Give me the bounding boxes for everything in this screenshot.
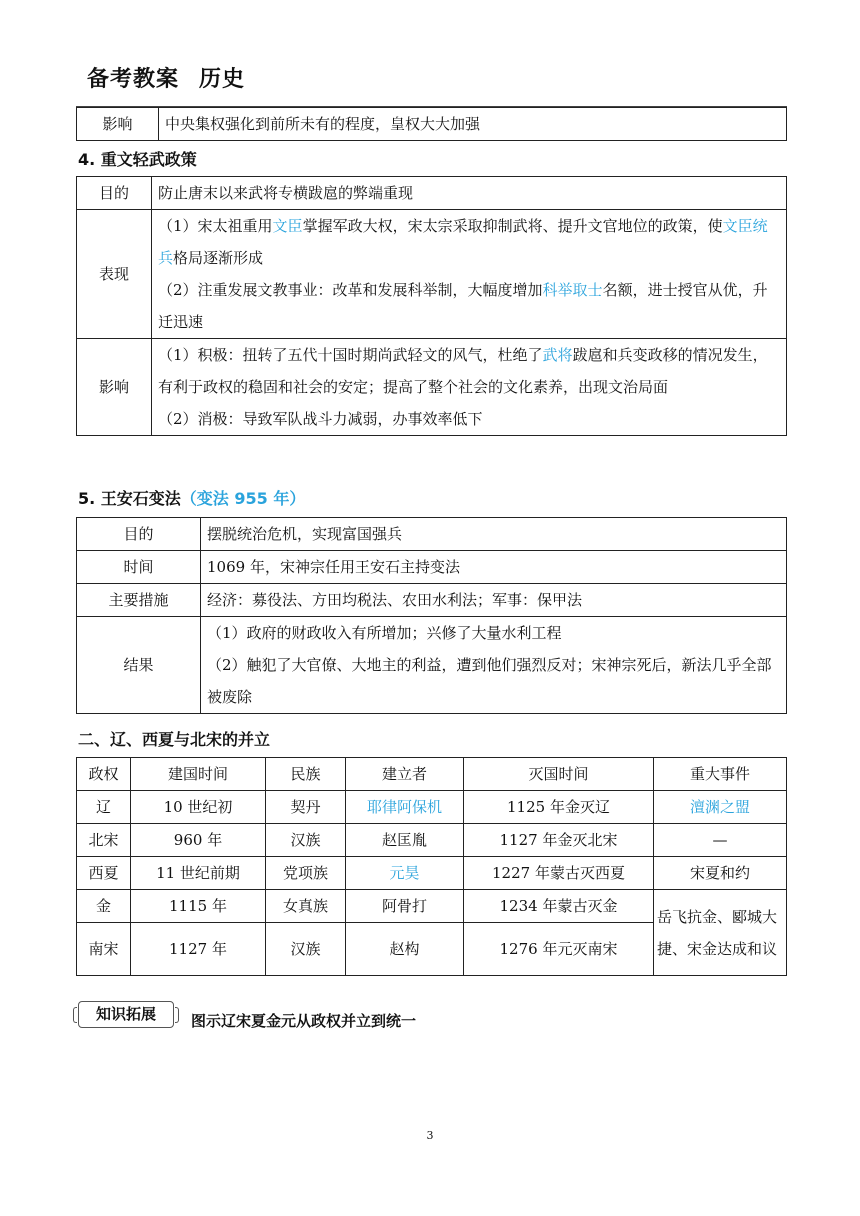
impact-point-2: （2）消极：导致军队战斗力减弱，办事效率低下 — [158, 410, 483, 428]
page-number: 3 — [426, 1129, 434, 1142]
doc-label: 备考教案 — [87, 67, 180, 92]
table-row — [77, 210, 787, 339]
performance-point-2: （2）注重发展文教事业：改革和发展科举制，大幅度增加科举取士名额，进士授官从优，升迁迅速 — [158, 281, 768, 331]
table-row: 南宋 1127 年 汉族 赵构 1276 年元灭南宋 — [77, 923, 787, 976]
col-header: 建国时间 — [131, 758, 266, 791]
purpose-label: 目的 — [77, 177, 152, 210]
knowledge-badge: 知识拓展 — [78, 1001, 174, 1028]
reform-table — [76, 517, 787, 714]
table-row: 北宋 960 年 汉族 赵匡胤 1127 年金灭北宋 — — [77, 824, 787, 857]
reform-result-text — [201, 617, 787, 714]
page-header — [87, 62, 245, 93]
col-header: 重大事件 — [654, 758, 787, 791]
purpose-text: 防止唐末以来武将专横跋扈的弊端重现 — [152, 177, 787, 210]
reform-time-text: 1069 年，宋神宗任用王安石主持变法 — [201, 551, 787, 584]
table-row — [77, 177, 787, 210]
col-header: 民族 — [266, 758, 346, 791]
table-row — [77, 584, 787, 617]
impact4-label: 影响 — [77, 339, 152, 436]
table-row: 金 1115 年 女真族 阿骨打 1234 年蒙古灭金 岳飞抗金、郾城大捷、宋金达成和议 — [77, 890, 787, 923]
result-point-1: （1）政府的财政收入有所增加；兴修了大量水利工程 — [207, 624, 562, 642]
section4-title: 4. 重文轻武政策 — [78, 150, 197, 169]
table-header-row — [77, 758, 787, 791]
subject-label: 历史 — [199, 67, 246, 92]
section5-title: 5. 王安石变法（变法 955 年） — [78, 489, 306, 508]
col-header: 建立者 — [346, 758, 464, 791]
regimes-table — [76, 757, 787, 976]
table-row — [77, 617, 787, 714]
reform-purpose-text: 摆脱统治危机，实现富国强兵 — [201, 518, 787, 551]
table-row — [77, 108, 787, 141]
reform-purpose-label: 目的 — [77, 518, 201, 551]
merged-event-cell: 岳飞抗金、郾城大捷、宋金达成和议 — [654, 890, 787, 976]
table-row: 西夏 11 世纪前期 党项族 元昊 1227 年蒙古灭西夏 宋夏和约 — [77, 857, 787, 890]
reform-measures-label: 主要措施 — [77, 584, 201, 617]
reform-time-label: 时间 — [77, 551, 201, 584]
impact-text: 中央集权强化到前所未有的程度，皇权大大加强 — [159, 108, 787, 141]
table-row: 辽 10 世纪初 契丹 耶律阿保机 1125 年金灭辽 澶渊之盟 — [77, 791, 787, 824]
section-two-title: 二、辽、西夏与北宋的并立 — [78, 730, 271, 749]
col-header: 灭国时间 — [464, 758, 654, 791]
table-row — [77, 339, 787, 436]
impact4-text — [152, 339, 787, 436]
impact-table — [76, 107, 787, 141]
policy-table — [76, 176, 787, 436]
table-row — [77, 518, 787, 551]
col-header: 政权 — [77, 758, 131, 791]
performance-label: 表现 — [77, 210, 152, 339]
impact-label: 影响 — [77, 108, 159, 141]
table-row — [77, 551, 787, 584]
section5-note: （变法 955 年） — [180, 489, 306, 508]
result-point-2: （2）触犯了大官僚、大地主的利益，遭到他们强烈反对；宋神宗死后，新法几乎全部被废除 — [207, 656, 772, 706]
knowledge-title: 图示辽宋夏金元从政权并立到统一 — [191, 1012, 417, 1030]
performance-point-1: （1）宋太祖重用文臣掌握军政大权，宋太宗采取抑制武将、提升文官地位的政策，使文臣统兵格局逐渐形成 — [158, 217, 768, 267]
reform-result-label: 结果 — [77, 617, 201, 714]
performance-text — [152, 210, 787, 339]
impact-point-1: （1）积极：扭转了五代十国时期尚武轻文的风气，杜绝了武将跋扈和兵变政移的情况发生，有利于政权的稳固和社会的安定；提高了整个社会的文化素养，出现文治局面 — [158, 346, 768, 396]
reform-measures-text: 经济：募役法、方田均税法、农田水利法；军事：保甲法 — [201, 584, 787, 617]
